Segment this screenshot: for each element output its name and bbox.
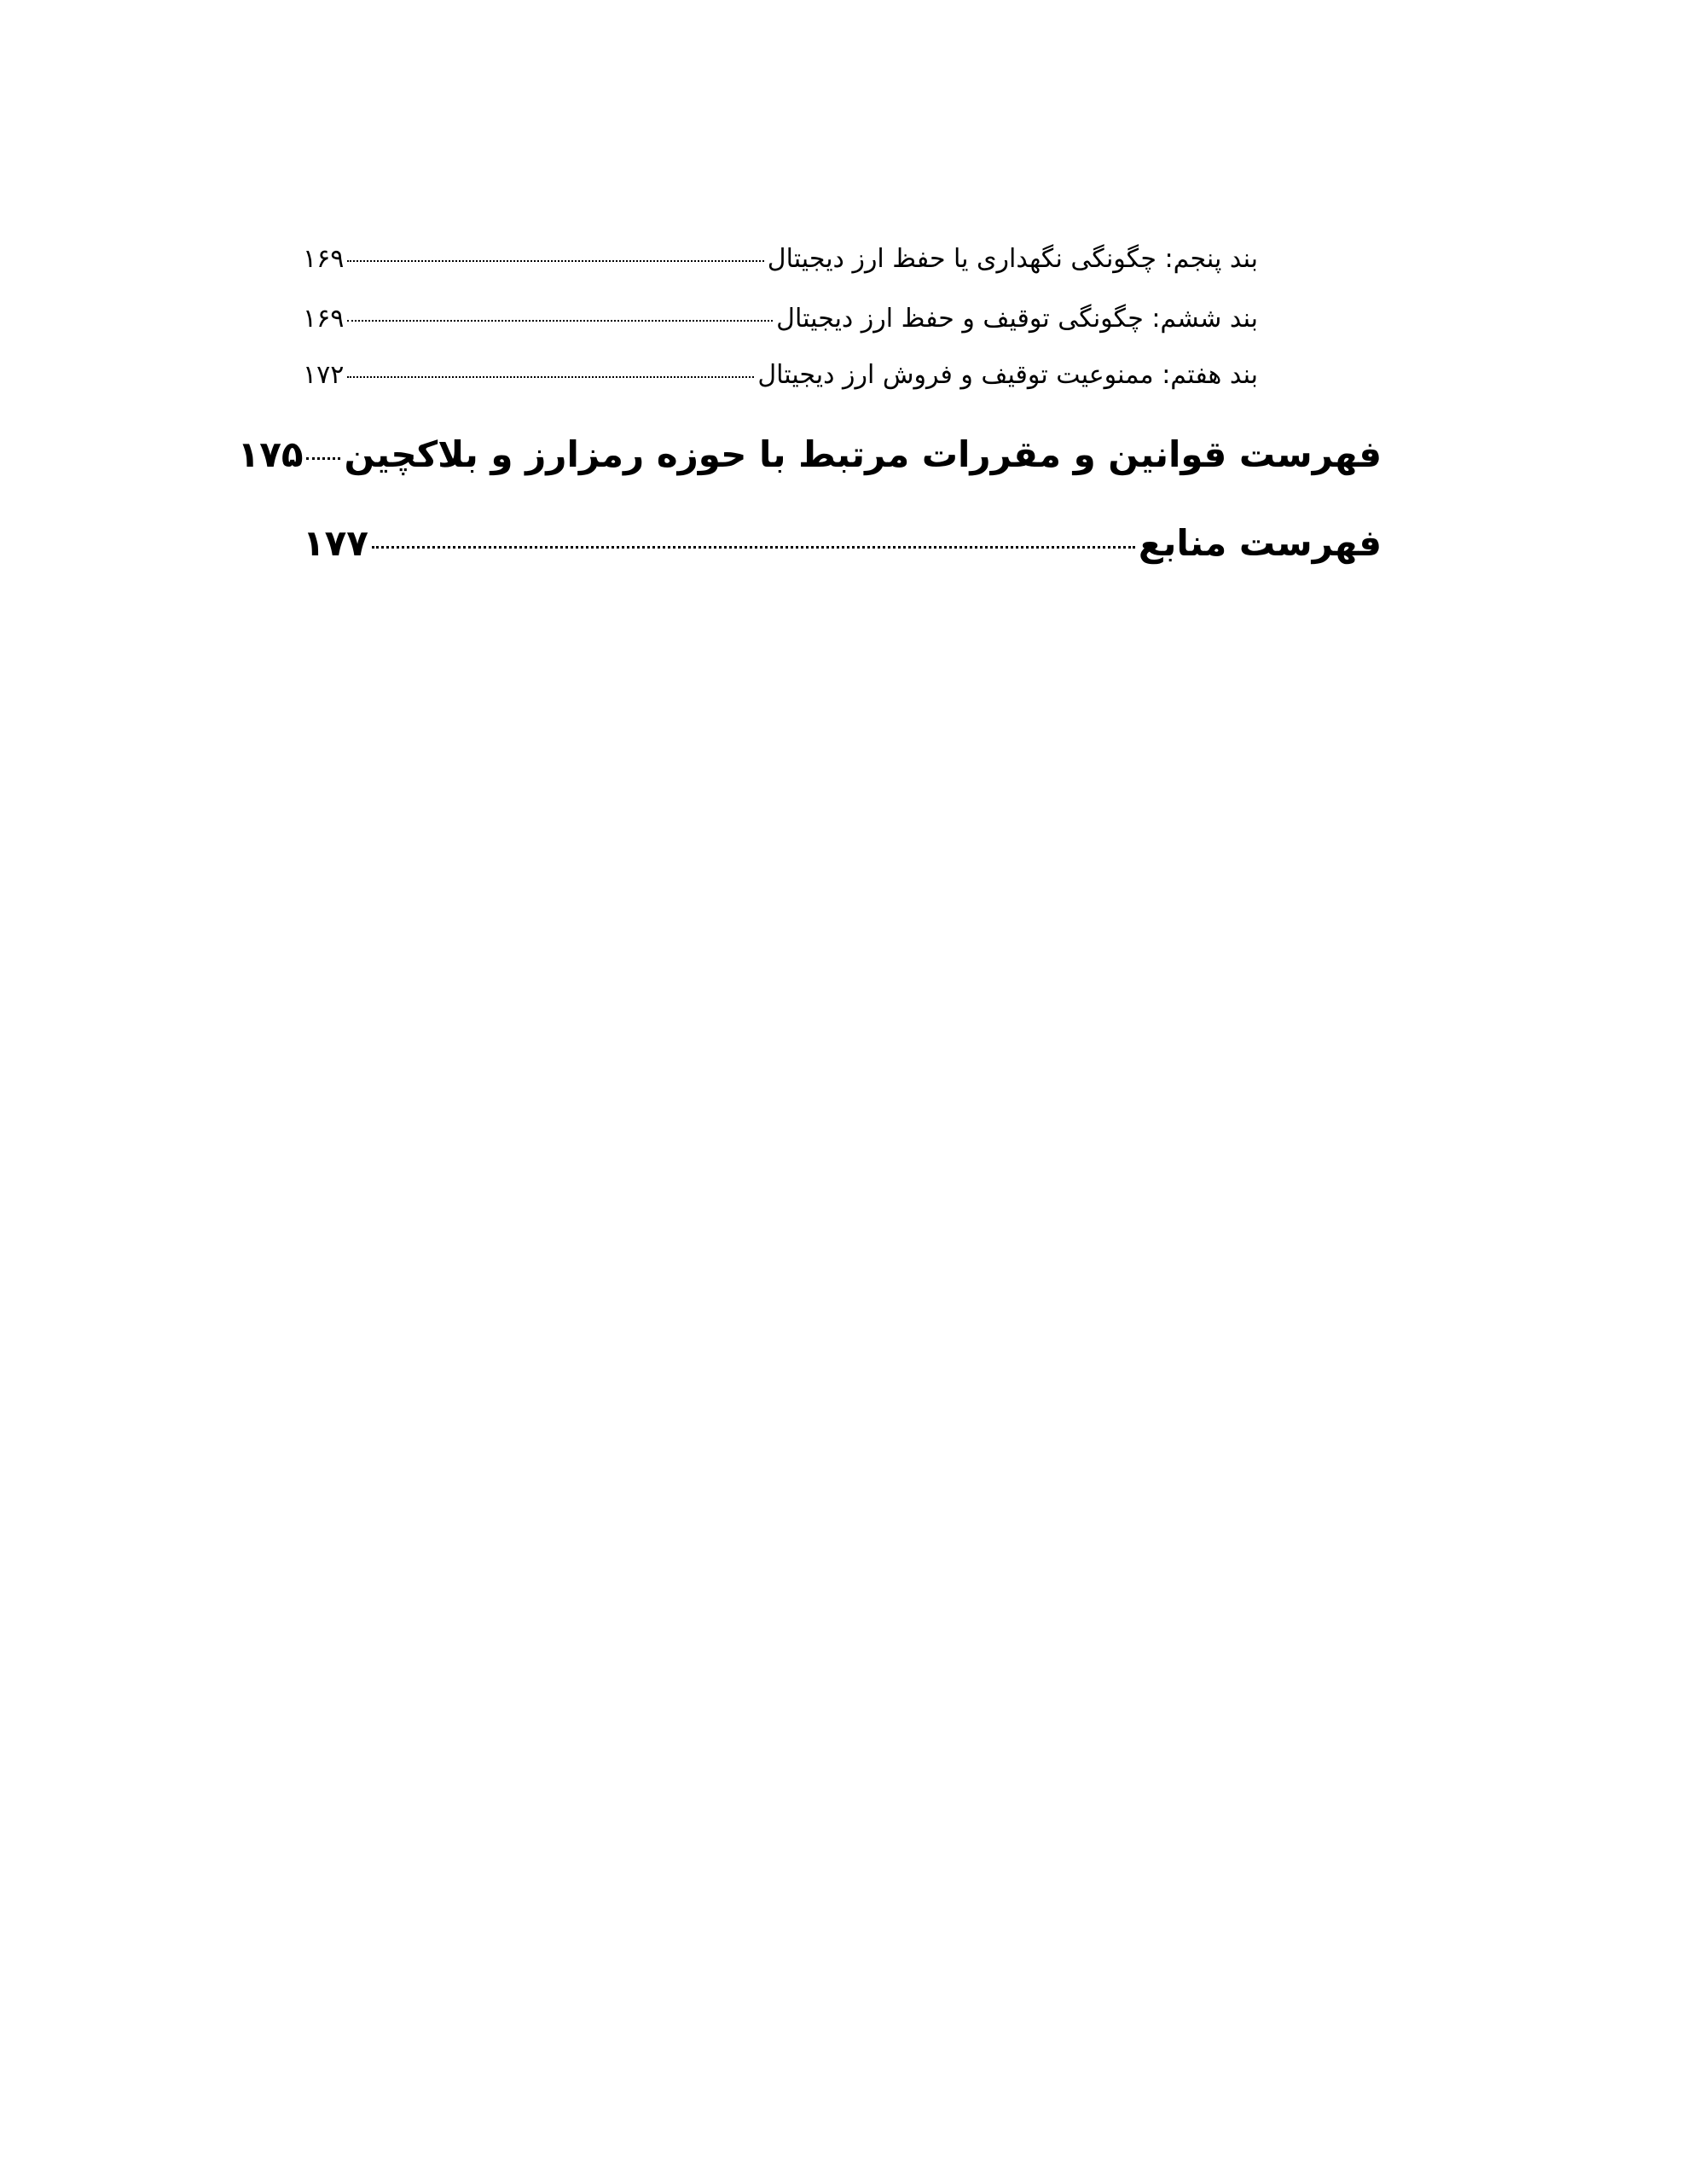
dot-leader [347, 376, 754, 378]
toc-page-number: ۱۷۲ [303, 360, 345, 390]
toc-entry-band-5[interactable] [303, 244, 1258, 278]
toc-entry-band-6[interactable] [303, 304, 1258, 338]
toc-entry-text: ممنوعیت توقیف و فروش ارز دیجیتال [757, 360, 1154, 390]
toc-entry-text: چگونگی توقیف و حفظ ارز دیجیتال [776, 304, 1144, 334]
toc-entry-text: فهرست منابع [1138, 522, 1382, 564]
dot-leader [306, 457, 340, 460]
toc-page-number: ۱۷۵ [237, 433, 304, 475]
toc-entry-label: بند پنجم: [1164, 244, 1258, 274]
table-of-contents [237, 0, 1386, 597]
dot-leader [347, 320, 773, 322]
toc-entry-laws-list[interactable] [237, 433, 1382, 481]
toc-entry-title [768, 244, 1258, 274]
toc-entry-label: بند هفتم: [1162, 360, 1258, 390]
dot-leader [347, 260, 763, 262]
toc-entry-text: چگونگی نگهداری یا حفظ ارز دیجیتال [767, 244, 1157, 274]
toc-page-number: ۱۶۹ [303, 304, 345, 334]
toc-page-number: ۱۶۹ [303, 244, 345, 274]
toc-entry-title [776, 304, 1258, 334]
toc-entry-title [757, 360, 1258, 390]
toc-entry-label: بند ششم: [1151, 304, 1258, 334]
toc-entry-band-7[interactable] [303, 360, 1258, 394]
dot-leader [372, 546, 1135, 549]
toc-page-number: ۱۷۷ [303, 522, 368, 564]
toc-entry-references[interactable] [303, 522, 1382, 570]
toc-entry-text: فهرست قوانین و مقررات مرتبط با حوزه رمزارز و بلاکچین [344, 433, 1382, 475]
